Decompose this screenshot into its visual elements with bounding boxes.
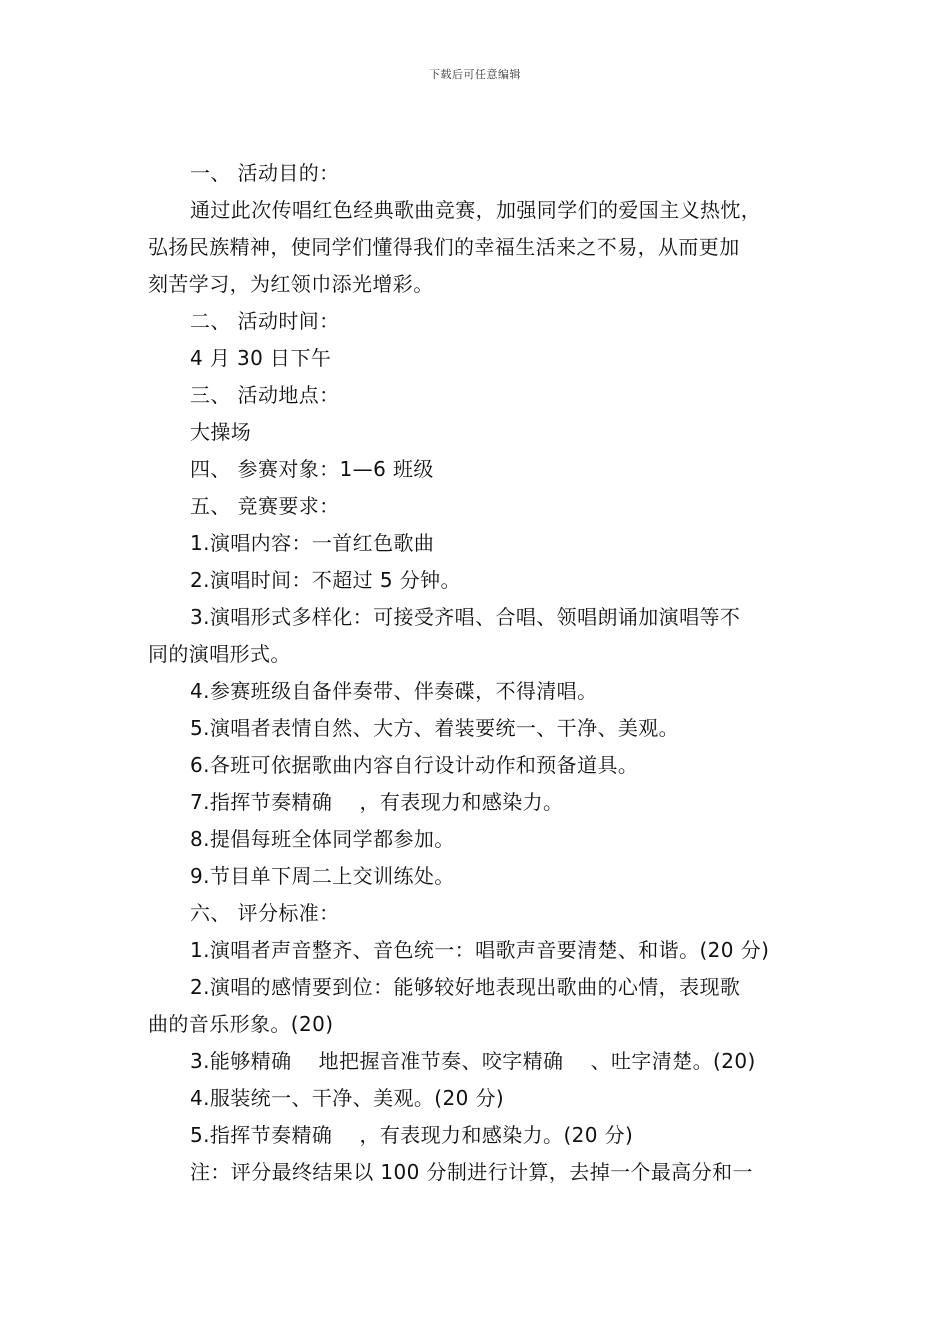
- paragraph-line: 五、 竞赛要求：: [190, 494, 340, 518]
- paragraph-line: 2.演唱时间：不超过 5 分钟。: [190, 568, 461, 592]
- paragraph-line: 6.各班可依据歌曲内容自行设计动作和预备道具。: [190, 753, 639, 777]
- paragraph-line: 四、 参赛对象：1—6 班级: [190, 457, 434, 481]
- page-header-note: 下载后可任意编辑: [429, 68, 521, 81]
- paragraph-line: 4 月 30 日下午: [190, 346, 332, 370]
- paragraph-line: 2.演唱的感情要到位：能够较好地表现出歌曲的心情，表现歌: [190, 975, 741, 999]
- paragraph-line: 六、 评分标准：: [190, 901, 340, 925]
- paragraph-line: 5.指挥节奏精确 ，有表现力和感染力。(20 分): [190, 1123, 634, 1147]
- paragraph-line: 通过此次传唱红色经典歌曲竞赛，加强同学们的爱国主义热忱，: [190, 198, 762, 222]
- paragraph-line: 1.演唱者声音整齐、音色统一：唱歌声音要清楚、和谐。(20 分): [190, 938, 770, 962]
- paragraph-line: 8.提倡每班全体同学都参加。: [190, 827, 455, 851]
- document-body: [148, 155, 818, 1191]
- paragraph-line: 同的演唱形式。: [148, 642, 291, 666]
- paragraph-line: 4.服装统一、干净、美观。(20 分): [190, 1086, 505, 1110]
- paragraph-line: 一、 活动目的：: [190, 161, 340, 185]
- paragraph-line: 1.演唱内容：一首红色歌曲: [190, 531, 435, 555]
- paragraph-line: 二、 活动时间：: [190, 309, 340, 333]
- paragraph-line: 9.节目单下周二上交训练处。: [190, 864, 455, 888]
- paragraph-line: 3.演唱形式多样化：可接受齐唱、合唱、领唱朗诵加演唱等不: [190, 605, 741, 629]
- paragraph-line: 注：评分最终结果以 100 分制进行计算，去掉一个最高分和一: [190, 1160, 753, 1184]
- paragraph-line: 4.参赛班级自备伴奏带、伴奏碟，不得清唱。: [190, 679, 598, 703]
- paragraph-line: 刻苦学习，为红领巾添光增彩。: [148, 272, 434, 296]
- paragraph-line: 7.指挥节奏精确 ，有表现力和感染力。: [190, 790, 564, 814]
- paragraph-line: 三、 活动地点：: [190, 383, 340, 407]
- paragraph-line: 5.演唱者表情自然、大方、着装要统一、干净、美观。: [190, 716, 680, 740]
- paragraph-line: 大操场: [190, 420, 252, 444]
- paragraph-line: 弘扬民族精神，使同学们懂得我们的幸福生活来之不易，从而更加: [148, 235, 740, 259]
- paragraph-line: 曲的音乐形象。(20): [148, 1012, 334, 1036]
- paragraph-line: 3.能够精确 地把握音准节奏、咬字精确 、吐字清楚。(20): [190, 1049, 756, 1073]
